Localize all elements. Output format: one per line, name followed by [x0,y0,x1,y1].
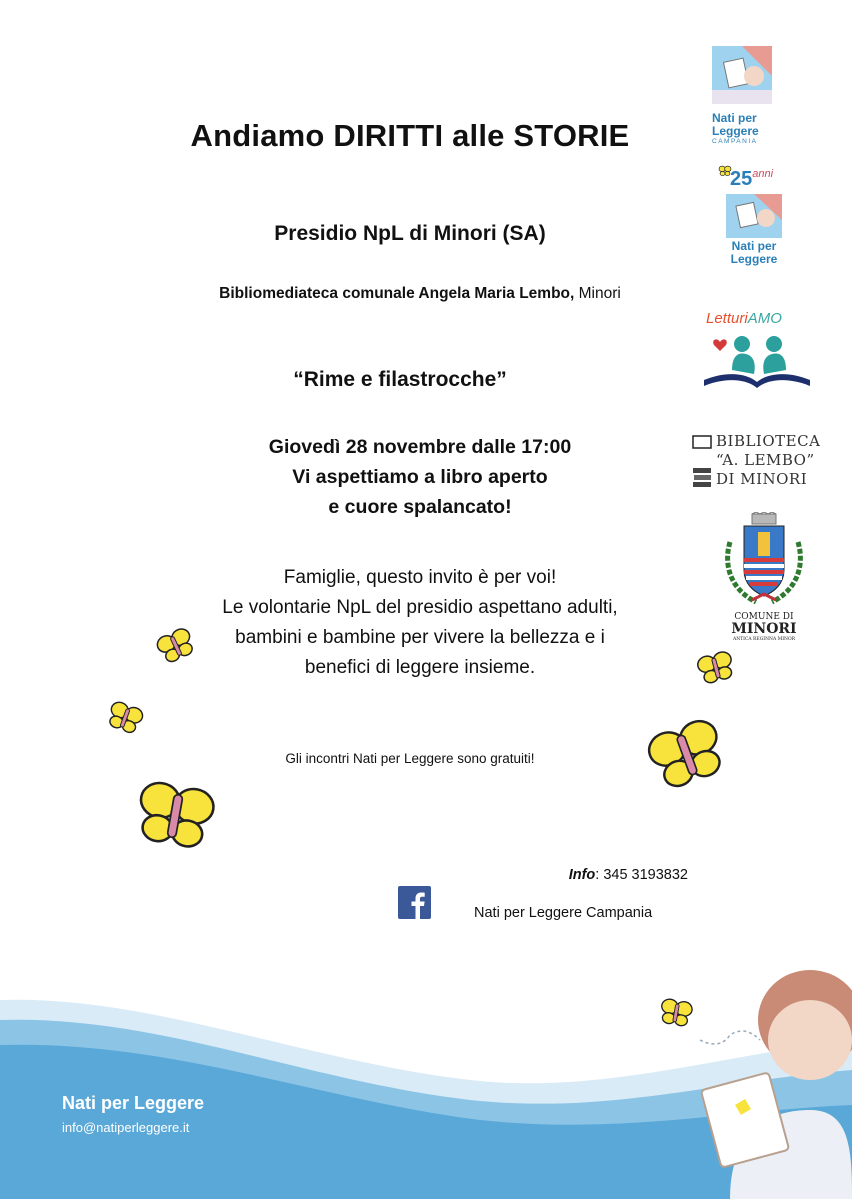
comune-line1: COMUNE DI [734,612,794,622]
butterfly-icon [696,650,736,686]
npl-campania-logo [712,46,776,156]
npl-campania-line2: Leggere [712,124,759,138]
letturiamo-part2: AMO [747,310,782,327]
biblioteca-line3: DI MINORI [716,470,808,488]
event-tagline-1: Vi aspettiamo a libro aperto [292,466,548,488]
npl-25-anni: anni [752,168,774,180]
page-title: Andiamo DIRITTI alle STORIE [190,118,630,153]
butterfly-icon [106,700,144,736]
books-icon [692,434,714,490]
invitation-line: benefici di leggere insieme. [304,657,536,678]
free-note: Gli incontri Nati per Leggere sono gratuiti! [285,751,535,766]
comune-line2: MINORI [731,621,797,637]
npl-25-line2: Leggere [730,252,778,266]
event-details [210,432,630,522]
invitation-line: bambini e bambine per vivere la bellezza e i [235,627,605,648]
biblioteca-line2: “A. LEMBO” [716,451,815,469]
npl-campania-region: CAMPANIA [712,138,758,145]
footer-email[interactable]: info@natiperleggere.it [62,1120,190,1135]
butterfly-icon [658,996,694,1030]
footer-brand: Nati per Leggere [62,1093,205,1113]
letturiamo-illustration [698,330,816,396]
npl-25-number: 25 [730,168,753,190]
event-tagline-2: e cuore spalancato! [328,496,512,518]
invitation-line: Le volontarie NpL del presidio aspettano adulti, [222,597,618,618]
comune-line3: ANTICA REGINNA MINOR [732,637,796,642]
letturiamo-logo [698,306,816,398]
invitation-line: Famiglie, questo invito è per voi! [283,567,557,588]
venue-name: Bibliomediateca comunale Angela Maria Lembo, [219,285,575,302]
comune-minori-logo [716,512,812,648]
reading-child-illustration [690,960,852,1199]
event-title: “Rime e filastrocche” [293,368,507,391]
biblioteca-line1: BIBLIOTECA [716,432,821,450]
event-date: Giovedì 28 novembre dalle 17:00 [268,436,572,458]
butterfly-icon [132,774,218,858]
info-contact [470,867,688,883]
invitation-text [160,563,680,683]
venue-town: Minori [574,285,621,302]
facebook-page-name[interactable]: Nati per Leggere Campania [474,905,653,921]
venue-line [140,285,700,303]
butterfly-icon [646,716,728,794]
npl-25-line1: Nati per [731,239,777,253]
info-label: Info [568,867,596,883]
npl-book-illustration [712,46,772,104]
coat-of-arms-icon [722,512,806,608]
npl-25-logo [718,164,788,274]
presidio-heading: Presidio NpL di Minori (SA) [274,222,546,245]
npl-campania-line1: Nati per [712,111,757,125]
biblioteca-lembo-logo [692,432,821,494]
facebook-icon[interactable] [398,886,431,919]
info-phone: : 345 3193832 [595,867,688,883]
letturiamo-part1: Letturi [706,310,748,327]
npl-25-illustration [726,194,782,238]
